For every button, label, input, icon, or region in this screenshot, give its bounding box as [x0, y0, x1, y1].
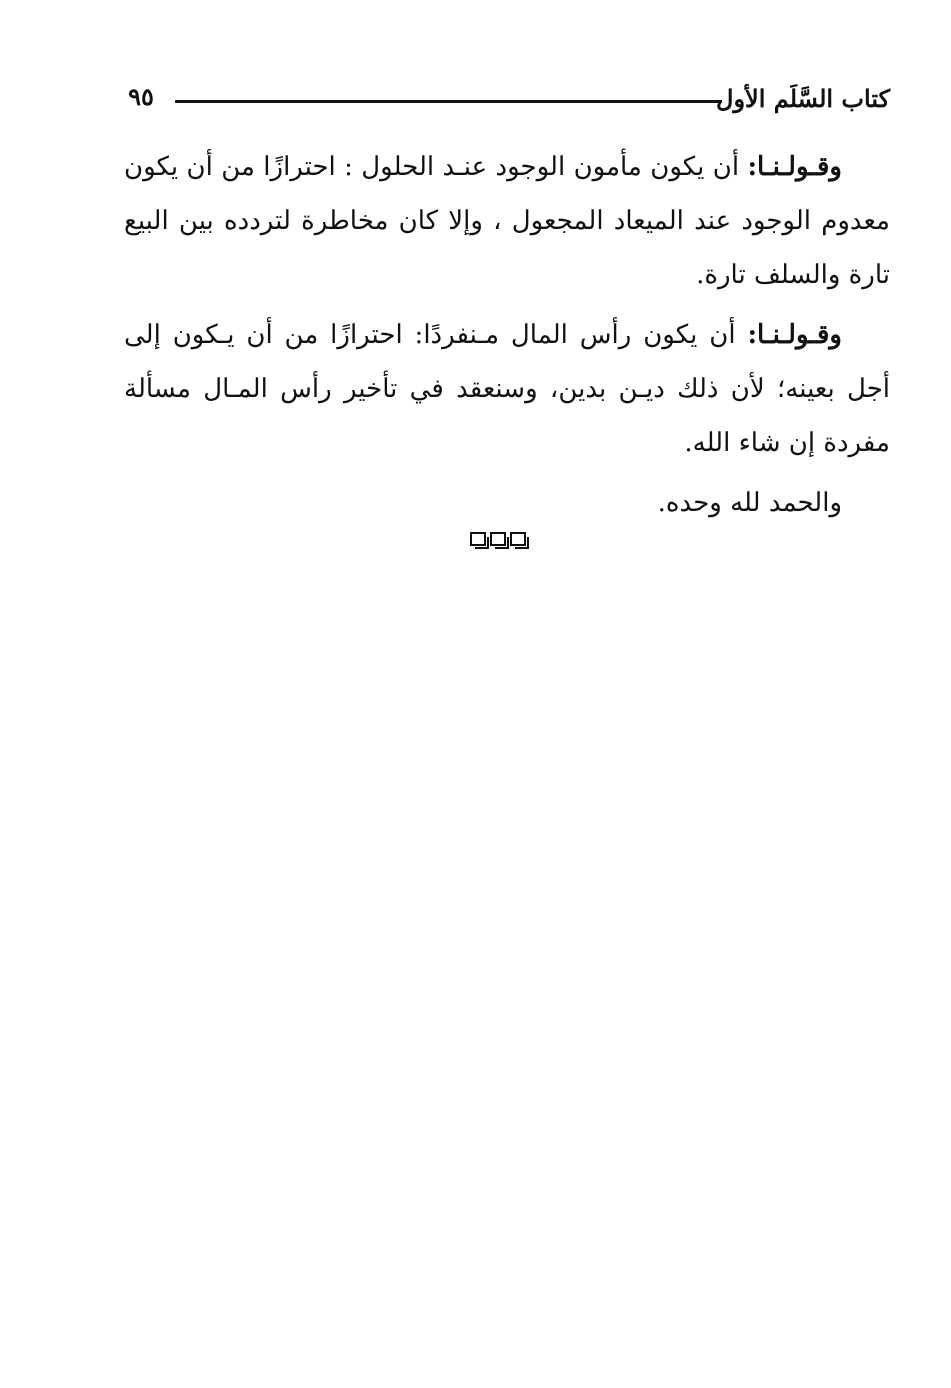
paragraph [124, 308, 890, 470]
end-ornament-icon [470, 532, 540, 552]
header-rule [175, 100, 722, 103]
running-header [120, 80, 890, 120]
ornament-square-icon [470, 532, 486, 546]
ornament-square-icon [490, 532, 506, 546]
paragraph [124, 140, 890, 302]
paragraph-text: أن يكون مأمون الوجود عنـد الحلول : احترازًا من أن يكون معدوم الوجود عند الميعاد المجعول ، وإلا كان مخاطرة لتردده بين البيع تارة والسلف تارة. [124, 152, 890, 290]
ornament-square-icon [510, 532, 526, 546]
header-title: كتاب السَّلَم الأول [716, 84, 890, 113]
body-text [124, 140, 890, 530]
paragraph-text: أن يكون رأس المال مـنفردًا: احترازًا من أن يـكون إلى أجل بعينه؛ لأن ذلك ديـن بدين، وسنعقد في تأخير رأس المـال مسألة مفردة إن شاء الله. [124, 320, 890, 458]
page-number: ٩٥ [128, 82, 154, 111]
closing-line: والحمد لله وحده. [657, 488, 842, 518]
paragraph-lead: وقـولـنـا: [747, 320, 842, 350]
paragraph-lead: وقـولـنـا: [747, 152, 842, 182]
